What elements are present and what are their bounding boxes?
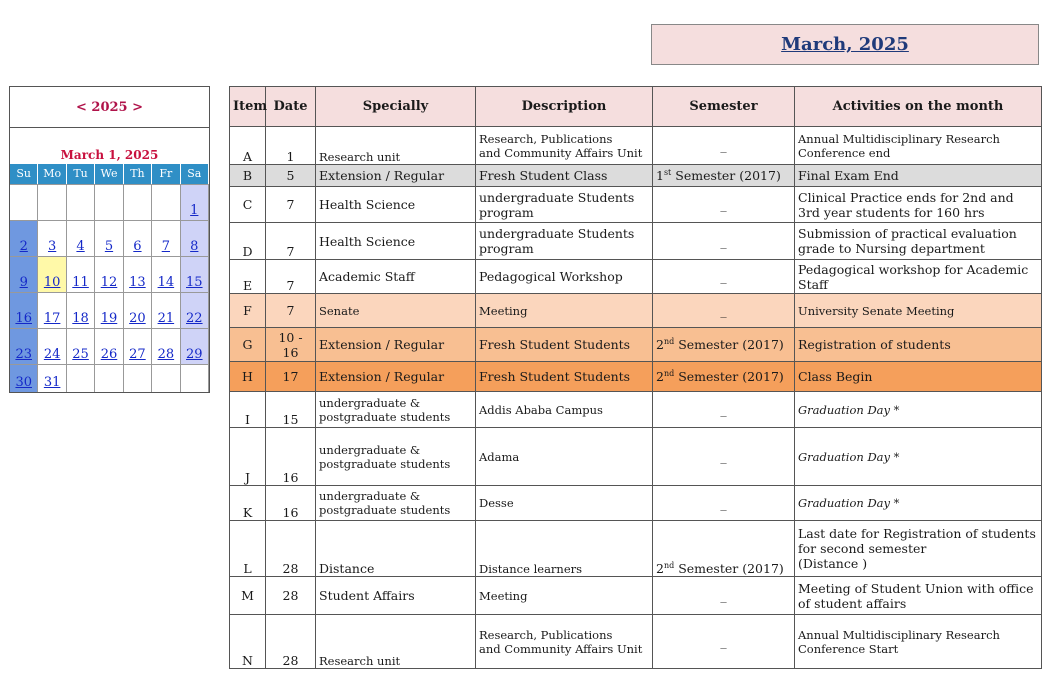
calendar-cell — [181, 364, 209, 392]
cell-item: H — [230, 362, 266, 392]
table-row — [230, 428, 1042, 486]
semester-number: 1 — [656, 168, 664, 184]
cell-date: 15 — [266, 392, 316, 428]
cell-date: 28 — [266, 577, 316, 615]
semester-ordinal: nd — [663, 336, 675, 346]
cell-activity: Annual Multidisciplinary Research Conference end — [795, 127, 1042, 165]
cell-semester: _ — [653, 187, 795, 223]
calendar-cell — [124, 256, 152, 292]
weekday-header: Tu — [67, 164, 95, 184]
semester-number: 2 — [656, 337, 664, 353]
calendar-cell — [124, 364, 152, 392]
table-row — [230, 392, 1042, 428]
weekday-header: Sa — [181, 164, 209, 184]
calendar-cell — [95, 328, 123, 364]
cell-date: 7 — [266, 223, 316, 260]
table-row — [230, 187, 1042, 223]
cell-activity: Meeting of Student Union with office of student affairs — [795, 577, 1042, 615]
calendar-cell — [38, 256, 66, 292]
cell-description: Fresh Student Class — [476, 165, 653, 187]
calendar-cell — [38, 328, 66, 364]
cell-item: N — [230, 615, 266, 669]
cell-semester: _ — [653, 223, 795, 260]
cell-date: 17 — [266, 362, 316, 392]
cell-item: D — [230, 223, 266, 260]
semester-ordinal: nd — [663, 560, 675, 570]
semester-ordinal: nd — [663, 368, 675, 378]
calendar-cell — [181, 328, 209, 364]
cell-description: Pedagogical Workshop — [476, 260, 653, 294]
cell-specially: Research unit — [316, 127, 476, 165]
semester-text: Semester (2017) — [671, 168, 781, 184]
cell-activity: Registration of students — [795, 328, 1042, 362]
calendar-cell — [152, 292, 180, 328]
calendar-day-link[interactable]: 7 — [161, 239, 170, 254]
cell-specially: Extension / Regular — [316, 328, 476, 362]
cell-activity: Pedagogical workshop for Academic Staff — [795, 260, 1042, 294]
weekday-header: Su — [10, 164, 38, 184]
cell-date: 7 — [266, 294, 316, 328]
cell-description: Adama — [476, 428, 653, 486]
semester-number: 2 — [656, 561, 664, 576]
table-row — [230, 328, 1042, 362]
cell-activity: Clinical Practice ends for 2nd and 3rd year students for 160 hrs — [795, 187, 1042, 223]
calendar-day-link[interactable]: 1 — [190, 203, 199, 218]
calendar-day-link[interactable]: 18 — [72, 311, 89, 326]
calendar-cell — [181, 184, 209, 220]
cell-description: Distance learners — [476, 521, 653, 577]
cell-activity: Graduation Day * — [795, 428, 1042, 486]
calendar-day-link[interactable]: 2 — [19, 239, 28, 254]
cell-activity: Graduation Day * — [795, 486, 1042, 521]
calendar-cell — [181, 220, 209, 256]
semester-ordinal: st — [663, 167, 672, 177]
table-row — [230, 521, 1042, 577]
cell-specially: Health Science — [316, 223, 476, 260]
cell-semester: _ — [653, 392, 795, 428]
calendar-day-link[interactable]: 30 — [15, 375, 32, 390]
calendar-cell — [95, 184, 123, 220]
mini-calendar — [9, 86, 210, 393]
cell-semester — [653, 328, 795, 362]
cell-description: Addis Ababa Campus — [476, 392, 653, 428]
month-title[interactable]: March, 2025 — [781, 34, 909, 55]
calendar-year-nav[interactable]: < 2025 > — [10, 87, 209, 128]
cell-description: Research, Publications and Community Affairs Unit — [476, 127, 653, 165]
calendar-day-link[interactable]: 28 — [157, 347, 175, 362]
header-description: Description — [476, 87, 653, 127]
cell-date: 1 — [266, 127, 316, 165]
cell-specially: Distance — [316, 521, 476, 577]
cell-item: I — [230, 392, 266, 428]
cell-date: 7 — [266, 260, 316, 294]
table-row — [230, 223, 1042, 260]
calendar-cell — [38, 292, 66, 328]
calendar-day-link[interactable]: 26 — [100, 347, 118, 362]
table-row — [230, 260, 1042, 294]
calendar-day-link[interactable]: 27 — [129, 347, 146, 362]
calendar-day-link[interactable]: 14 — [157, 275, 175, 290]
cell-activity: Class Begin — [795, 362, 1042, 392]
calendar-day-link[interactable]: 12 — [100, 275, 118, 290]
semester-text: Semester (2017) — [674, 369, 784, 385]
table-header-row — [230, 87, 1042, 127]
calendar-day-link[interactable]: 22 — [186, 311, 203, 326]
header-specially: Specially — [316, 87, 476, 127]
weekday-header: Fr — [152, 164, 180, 184]
table-row — [230, 615, 1042, 669]
calendar-day-link[interactable]: 10 — [43, 275, 61, 290]
cell-semester: _ — [653, 294, 795, 328]
cell-specially: undergraduate & postgraduate students — [316, 392, 476, 428]
calendar-day-link[interactable]: 16 — [15, 311, 32, 326]
calendar-cell — [10, 292, 38, 328]
calendar-cell — [152, 328, 180, 364]
cell-semester: _ — [653, 577, 795, 615]
semester-text: Semester (2017) — [674, 561, 784, 576]
calendar-cell — [152, 220, 180, 256]
header-item: Item — [230, 87, 266, 127]
calendar-cell — [67, 328, 95, 364]
calendar-cell — [95, 256, 123, 292]
calendar-cell — [95, 292, 123, 328]
calendar-day-link[interactable]: 21 — [157, 311, 175, 326]
calendar-cell — [124, 328, 152, 364]
cell-item: C — [230, 187, 266, 223]
calendar-day-link[interactable]: 25 — [72, 347, 89, 362]
calendar-cell — [95, 364, 123, 392]
calendar-day-link[interactable]: 17 — [43, 311, 61, 326]
cell-item: J — [230, 428, 266, 486]
cell-specially: Extension / Regular — [316, 362, 476, 392]
cell-activity: Graduation Day * — [795, 392, 1042, 428]
calendar-cell — [181, 256, 209, 292]
weekday-header: Mo — [38, 164, 66, 184]
cell-specially: Senate — [316, 294, 476, 328]
calendar-cell — [10, 184, 38, 220]
cell-activity: Annual Multidisciplinary Research Conference Start — [795, 615, 1042, 669]
table-row — [230, 486, 1042, 521]
calendar-day-link[interactable]: 29 — [186, 347, 203, 362]
cell-specially: undergraduate & postgraduate students — [316, 486, 476, 521]
cell-item: E — [230, 260, 266, 294]
cell-item: B — [230, 165, 266, 187]
calendar-date-title: March 1, 2025 — [60, 148, 159, 162]
calendar-day-link[interactable]: 4 — [76, 239, 85, 254]
calendar-cell — [67, 292, 95, 328]
cell-semester: _ — [653, 127, 795, 165]
calendar-day-link[interactable]: 6 — [133, 239, 142, 254]
table-row — [230, 127, 1042, 165]
cell-specially: undergraduate & postgraduate students — [316, 428, 476, 486]
cell-date: 5 — [266, 165, 316, 187]
calendar-day-link[interactable]: 9 — [19, 275, 28, 290]
calendar-cell — [152, 364, 180, 392]
calendar-day-link[interactable]: 24 — [43, 347, 61, 362]
calendar-day-link[interactable]: 5 — [104, 239, 114, 254]
cell-date: 28 — [266, 615, 316, 669]
cell-item: F — [230, 294, 266, 328]
table-row — [230, 165, 1042, 187]
calendar-cell — [10, 220, 38, 256]
cell-specially: Student Affairs — [316, 577, 476, 615]
calendar-cell — [124, 292, 152, 328]
cell-description: Meeting — [476, 294, 653, 328]
cell-date: 7 — [266, 187, 316, 223]
cell-item: A — [230, 127, 266, 165]
cell-semester — [653, 362, 795, 392]
cell-description: undergraduate Students program — [476, 223, 653, 260]
cell-description: Desse — [476, 486, 653, 521]
weekday-header: We — [95, 164, 123, 184]
calendar-cell — [181, 292, 209, 328]
calendar-day-link[interactable]: 23 — [15, 347, 32, 362]
calendar-grid — [10, 164, 209, 392]
cell-semester: _ — [653, 428, 795, 486]
calendar-day-link[interactable]: 8 — [190, 239, 199, 254]
table-row — [230, 577, 1042, 615]
semester-text: Semester (2017) — [674, 337, 784, 353]
cell-description: Meeting — [476, 577, 653, 615]
calendar-day-link[interactable]: 19 — [100, 311, 118, 326]
calendar-cell — [152, 184, 180, 220]
cell-semester — [653, 521, 795, 577]
cell-date: 16 — [266, 486, 316, 521]
cell-item: L — [230, 521, 266, 577]
calendar-day-link[interactable]: 15 — [186, 275, 203, 290]
cell-activity: Final Exam End — [795, 165, 1042, 187]
calendar-day-link[interactable]: 13 — [129, 275, 146, 290]
calendar-cell — [38, 364, 66, 392]
cell-semester: _ — [653, 615, 795, 669]
month-title-box — [651, 24, 1039, 65]
cell-activity: Last date for Registration of students for second semester (Distance ) — [795, 521, 1042, 577]
calendar-cell — [152, 256, 180, 292]
cell-specially: Health Science — [316, 187, 476, 223]
semester-number: 2 — [656, 369, 664, 385]
calendar-day-link[interactable]: 3 — [47, 239, 57, 254]
cell-specially: Extension / Regular — [316, 165, 476, 187]
cell-semester: _ — [653, 260, 795, 294]
header-activities: Activities on the month — [795, 87, 1042, 127]
header-date: Date — [266, 87, 316, 127]
cell-description: Fresh Student Students — [476, 328, 653, 362]
cell-specially: Research unit — [316, 615, 476, 669]
calendar-cell — [95, 220, 123, 256]
cell-specially: Academic Staff — [316, 260, 476, 294]
calendar-cell — [10, 364, 38, 392]
calendar-cell — [10, 256, 38, 292]
cell-item: G — [230, 328, 266, 362]
calendar-cell — [67, 256, 95, 292]
cell-item: K — [230, 486, 266, 521]
header-semester: Semester — [653, 87, 795, 127]
cell-date: 16 — [266, 428, 316, 486]
cell-description: Fresh Student Students — [476, 362, 653, 392]
cell-activity: University Senate Meeting — [795, 294, 1042, 328]
weekday-header: Th — [124, 164, 152, 184]
calendar-day-link[interactable]: 31 — [43, 375, 61, 390]
table-row — [230, 362, 1042, 392]
cell-description: undergraduate Students program — [476, 187, 653, 223]
calendar-cell — [67, 184, 95, 220]
calendar-cell — [10, 328, 38, 364]
activity-table — [229, 86, 1042, 669]
cell-date: 10 - 16 — [266, 328, 316, 362]
cell-date: 28 — [266, 521, 316, 577]
calendar-day-link[interactable]: 11 — [72, 275, 89, 290]
calendar-cell — [67, 220, 95, 256]
calendar-day-link[interactable]: 20 — [129, 311, 146, 326]
cell-semester — [653, 165, 795, 187]
calendar-cell — [124, 220, 152, 256]
table-row — [230, 294, 1042, 328]
cell-semester: _ — [653, 486, 795, 521]
cell-description: Research, Publications and Community Affairs Unit — [476, 615, 653, 669]
calendar-cell — [38, 184, 66, 220]
cell-activity: Submission of practical evaluation grade to Nursing department — [795, 223, 1042, 260]
cell-item: M — [230, 577, 266, 615]
calendar-cell — [38, 220, 66, 256]
calendar-cell — [67, 364, 95, 392]
calendar-cell — [124, 184, 152, 220]
